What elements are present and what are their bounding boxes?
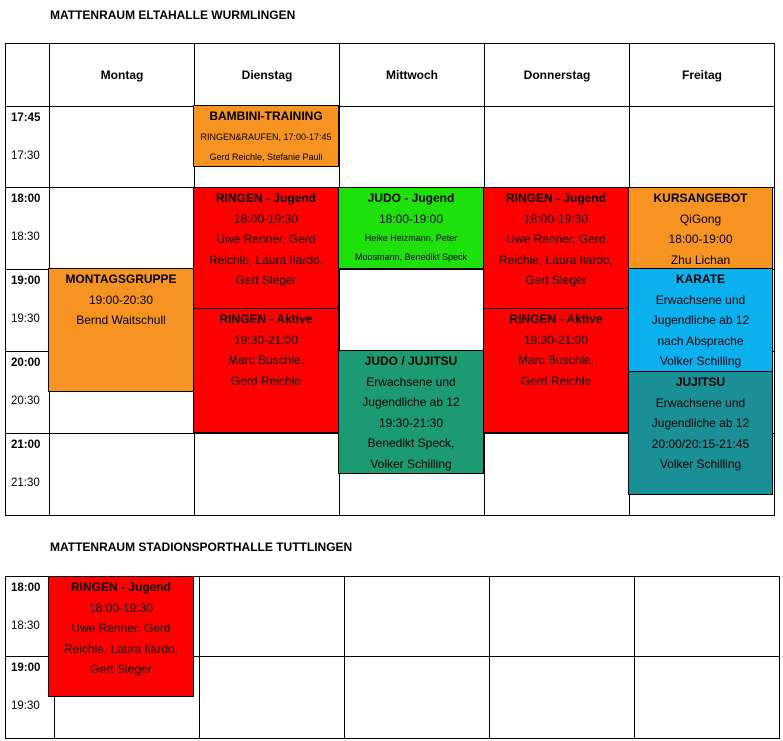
slot-cell: [490, 577, 635, 657]
corner-cell: [6, 44, 50, 107]
event-ringen-jugend-montag[interactable]: [48, 576, 194, 697]
event-line: 18:00-19:30: [523, 211, 589, 226]
event-ringen-jugend-donnerstag[interactable]: [483, 187, 629, 309]
time-label: 17:30: [11, 150, 40, 162]
event-judo-jujitsu[interactable]: [338, 350, 484, 474]
time-label: 18:30: [11, 620, 40, 632]
time-label: 18:00: [11, 582, 41, 594]
slot-cell: [340, 107, 485, 188]
event-line: Erwachsene und: [366, 374, 456, 389]
event-montagsgruppe[interactable]: [48, 268, 194, 392]
event-line: Erwachsene und: [655, 395, 746, 410]
event-line: Zhu Lichan: [670, 252, 731, 267]
event-line: Jugendliche ab 12: [362, 395, 460, 409]
time-label: 20:30: [11, 395, 40, 407]
time-label: 19:30: [11, 700, 40, 712]
slot-cell: [340, 270, 485, 352]
time-label: 18:00: [11, 193, 41, 205]
time-label: 19:30: [11, 313, 40, 325]
event-title: RINGEN - Jugend: [215, 191, 316, 205]
event-line: Erwachsene und: [655, 292, 746, 307]
event-line: 19:30-21:00: [523, 332, 589, 347]
event-line: Marc Buschle,: [227, 353, 305, 367]
slot-cell: [345, 577, 490, 657]
section-title-tuttlingen: MATTENRAUM STADIONSPORTHALLE TUTTLINGEN: [50, 540, 353, 554]
event-bambini-training[interactable]: [193, 105, 339, 167]
slot-cell: [200, 577, 345, 657]
event-line: Gerd Reichle: [230, 373, 302, 388]
day-header-dienstag: Dienstag: [195, 44, 340, 107]
slot-cell: [50, 434, 195, 516]
event-line: Volker Schilling: [659, 457, 742, 471]
event-line: 19:00-20:30: [88, 292, 154, 307]
slot-cell: [200, 657, 345, 739]
time-label: 20:00: [11, 357, 41, 369]
time-label: 21:30: [11, 477, 40, 489]
slot-cell: [635, 577, 780, 657]
day-header-montag: Montag: [50, 44, 195, 107]
time-label: 19:00: [11, 275, 41, 287]
event-line: Bernd Waitschull: [76, 313, 166, 327]
event-line: QiGong: [679, 211, 722, 226]
event-line: Volker Schilling: [659, 354, 742, 368]
event-line: Gerd Reichle: [520, 373, 592, 388]
event-title: KURSANGEBOT: [653, 191, 748, 205]
day-header-freitag: Freitag: [630, 44, 775, 107]
event-line: Gerd Reichle, Stefanie Pauli: [209, 151, 323, 162]
time-cell: [6, 107, 50, 188]
event-karate[interactable]: [628, 268, 773, 372]
event-line: Gert Sieger: [90, 662, 152, 676]
event-line: Gert Sieger: [235, 273, 297, 287]
slot-cell: [635, 657, 780, 739]
event-line: 20:00/20:15-21:45: [651, 436, 750, 451]
event-line: 18:00-19:30: [88, 600, 154, 615]
event-line: Uwe Renner, Gerd: [506, 232, 606, 246]
time-cell: [6, 270, 50, 352]
event-line: Benedikt Speck,: [367, 436, 455, 450]
event-line: Volker Schilling: [370, 456, 452, 471]
event-title: RINGEN - Aktive: [219, 312, 313, 326]
event-line: Jugendliche ab 12: [651, 416, 750, 430]
time-cell: [6, 352, 50, 434]
event-judo-jugend[interactable]: [338, 187, 484, 269]
event-line: 18:00-19:00: [668, 232, 733, 246]
slot-cell: [50, 107, 195, 188]
event-line: Reichle, Laura Ilardo,: [63, 641, 179, 656]
slot-cell: [485, 107, 630, 188]
time-label: 17:45: [11, 112, 41, 124]
day-header-mittwoch: Mittwoch: [340, 44, 485, 107]
event-line: Reichle, Laura Ilardo,: [498, 252, 614, 267]
event-ringen-aktive-donnerstag[interactable]: [483, 308, 629, 433]
event-title: RINGEN - Jugend: [70, 580, 171, 594]
event-line: nach Absprache: [657, 333, 744, 348]
event-title: JUDO / JUJITSU: [364, 354, 458, 368]
event-line: Uwe Renner, Gerd: [71, 621, 171, 635]
event-line: Jugendliche ab 12: [651, 313, 750, 327]
slot-cell: [490, 657, 635, 739]
slot-cell: [195, 434, 340, 516]
event-title: MONTAGSGRUPPE: [65, 272, 177, 286]
event-line: 19:30-21:00: [233, 332, 299, 347]
event-line: 18:00-19:00: [378, 211, 444, 226]
event-ringen-aktive-dienstag[interactable]: [193, 308, 339, 433]
event-line: Marc Buschle,: [517, 353, 595, 367]
section-title-wurmlingen: MATTENRAUM ELTAHALLE WURMLINGEN: [50, 8, 296, 22]
event-ringen-jugend-dienstag[interactable]: [193, 187, 339, 309]
slot-cell: [630, 107, 775, 188]
day-header-donnerstag: Donnerstag: [485, 44, 630, 107]
event-title: BAMBINI-TRAINING: [209, 109, 323, 123]
slot-cell: [50, 188, 195, 270]
slot-cell: [345, 657, 490, 739]
event-line: RINGEN&RAUFEN, 17:00-17:45: [200, 131, 332, 142]
event-kursangebot[interactable]: [628, 187, 773, 269]
event-jujitsu[interactable]: [628, 371, 773, 495]
event-title: JUJITSU: [675, 375, 726, 389]
time-label: 21:00: [11, 439, 41, 451]
time-label: 18:30: [11, 231, 40, 243]
event-line: Reichle, Laura Ilardo,: [208, 252, 324, 267]
event-line: 18:00-19:30: [233, 211, 299, 226]
time-cell: [6, 434, 50, 516]
event-line: Gert Sieger: [525, 273, 587, 287]
event-title: KARATE: [675, 272, 726, 286]
event-line: Uwe Renner, Gerd: [216, 232, 316, 246]
event-title: RINGEN - Jugend: [505, 191, 606, 205]
time-label: 19:00: [11, 662, 41, 674]
slot-cell: [485, 434, 630, 516]
event-line: Heike Heizmann, Peter: [364, 233, 458, 243]
event-title: RINGEN - Aktive: [509, 312, 603, 326]
event-title: JUDO - Jugend: [367, 191, 455, 205]
event-line: 19:30-21:30: [378, 415, 444, 430]
time-cell: [6, 188, 50, 270]
event-line: Moosmann, Benedikt Speck: [354, 252, 468, 262]
